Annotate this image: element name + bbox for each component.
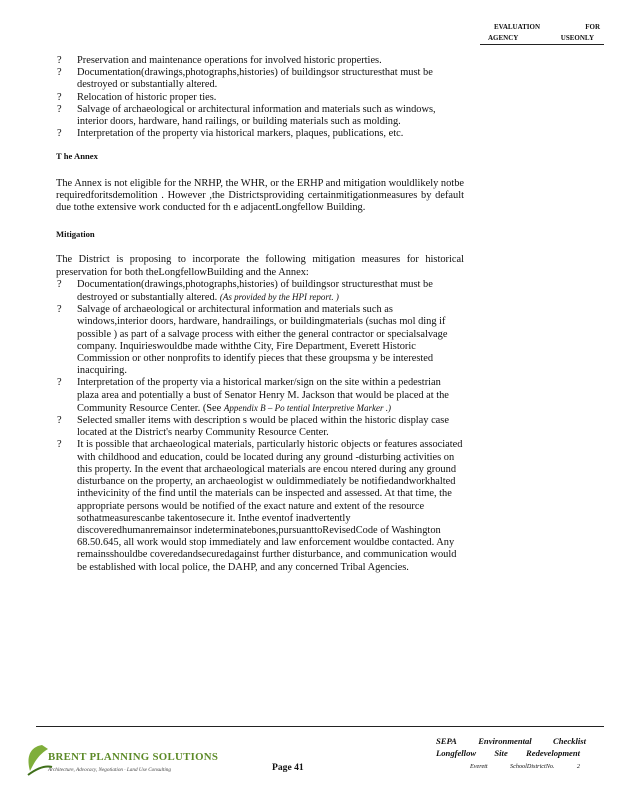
- footer-rule: [36, 726, 604, 727]
- header-rule: [480, 44, 604, 45]
- mitigation-intro: The District is proposing to incorporate the following mitigation measures for historical preservation for both theLongfellowBuilding and the Annex:: [56, 254, 464, 278]
- mitigation-item-text: Documentation(drawings,photographs,histories) of buildingsor structuresthat must be destroyed or substantially altered.: [77, 278, 433, 304]
- header-evaluation: EVALUATION: [494, 23, 541, 31]
- list-item: [56, 304, 464, 377]
- footer-district-number: 2: [576, 763, 580, 770]
- document-body: [56, 55, 464, 574]
- page-number: Page 41: [272, 762, 304, 773]
- footer-sepa: SEPA: [436, 736, 457, 746]
- mitigation-item-note: (As provided by the HPI report. ): [219, 292, 339, 303]
- logo-name: BRENT PLANNING SOLUTIONS: [48, 751, 219, 763]
- mitigation-item-text: Interpretation of the property via a historical marker/sign on the site within a pedestrian plaza area and potentially a bust of Senator Henry M. Jackson that would be placed at the Community Resource Center. (See: [77, 377, 449, 414]
- mitigation-item-text: Salvage of archaeological or architectural information and materials such as windows,interior doors, hardware, handrailings, or buildingmaterials (suchas mol ding if possible ) as part of a salvage process with either the general contractor or specialsalvage company. Inquirieswouldbe made withthe City, Fire Department, Everett Historic Commission or other nonprofits to identify pieces that these groupsma y be interested inacquiring.: [77, 304, 448, 377]
- list-item: ? Preservation and maintenance operations for involved historic properties.: [56, 55, 464, 67]
- footer-checklist: Checklist: [553, 736, 586, 746]
- footer-everett: Everett: [470, 763, 488, 770]
- footer-environmental: Environmental: [478, 736, 532, 746]
- company-logo: [22, 739, 219, 781]
- list-item: [56, 415, 464, 439]
- list-item: ? Documentation(drawings,photographs,histories) of buildingsor structuresthat must be destroyed or substantially altered.: [56, 67, 464, 91]
- measures-list: [56, 55, 464, 140]
- header-for: FOR: [585, 23, 600, 31]
- mitigation-item-text: Selected smaller items with description s would be placed within the historic display case located at the District's nearby Community Resource Center.: [77, 415, 449, 439]
- footer-redevelopment: Redevelopment: [526, 748, 580, 758]
- list-item: [56, 439, 464, 573]
- annex-heading: T he Annex: [56, 151, 98, 162]
- header-use-only: USEONLY: [560, 34, 594, 42]
- footer-school-district: SchoolDistrictNo.: [510, 763, 555, 770]
- list-item: ? Salvage of archaeological or architectural information and materials such as windows, interior doors, hardware, hand railings, or building materials such as molding.: [56, 104, 464, 128]
- footer-longfellow: Longfellow: [436, 748, 477, 758]
- mitigation-item-text: It is possible that archaeological materials, particularly historic objects or features associated with childhood and education, could be located during any ground -disturbing activities on this property. In the event that archaeological materials are encou ntered during any ground disturbance on the property, an archaeologist w ouldimmediately be notifiedandworkhalted inthevicinity of the find until the materials can be inspected and assessed. At that time, the appropriate persons would be notified of the exact nature and extent of the resource sothatmeasurescanbe takentosecure it. Inthe eventof inadvertently discoveredhumanremainsor indeterminatebones,pursuanttoRevisedCode of Washington 68.50.645, all work would stop immediately and law enforcement wouldbe contacted. Any remainsshouldbe coveredandsecuredagainst further disturbance, and communication would be established with local police, the DAHP, and any concerned Tribal Agencies.: [77, 439, 463, 573]
- agency-use-header: [480, 22, 600, 44]
- list-item: ? Interpretation of the property via historical markers, plaques, publications, etc.: [56, 128, 464, 140]
- list-item: [56, 377, 464, 415]
- mitigation-list: [56, 279, 464, 574]
- header-agency: AGENCY: [488, 34, 519, 42]
- appendix-reference: Appendix B – Po tential Interpretive Marker .): [223, 402, 392, 413]
- footer-site: Site: [494, 748, 508, 758]
- list-item: ? Relocation of historic proper ties.: [56, 92, 464, 104]
- logo-tagline: Architecture, Advocacy, Negotiation · Land Use Consulting: [48, 767, 171, 773]
- footer-document-title: [436, 735, 586, 773]
- list-item: [56, 279, 464, 304]
- annex-paragraph: The Annex is not eligible for the NRHP, the WHR, or the ERHP and mitigation wouldlikely notbe requiredforitsdemolition . However ,the Districtsproviding certainmitigationmeasures by default due tothe extensive work conducted for th e adjacentLongfellow Building.: [56, 177, 464, 214]
- mitigation-heading: Mitigation: [56, 229, 95, 240]
